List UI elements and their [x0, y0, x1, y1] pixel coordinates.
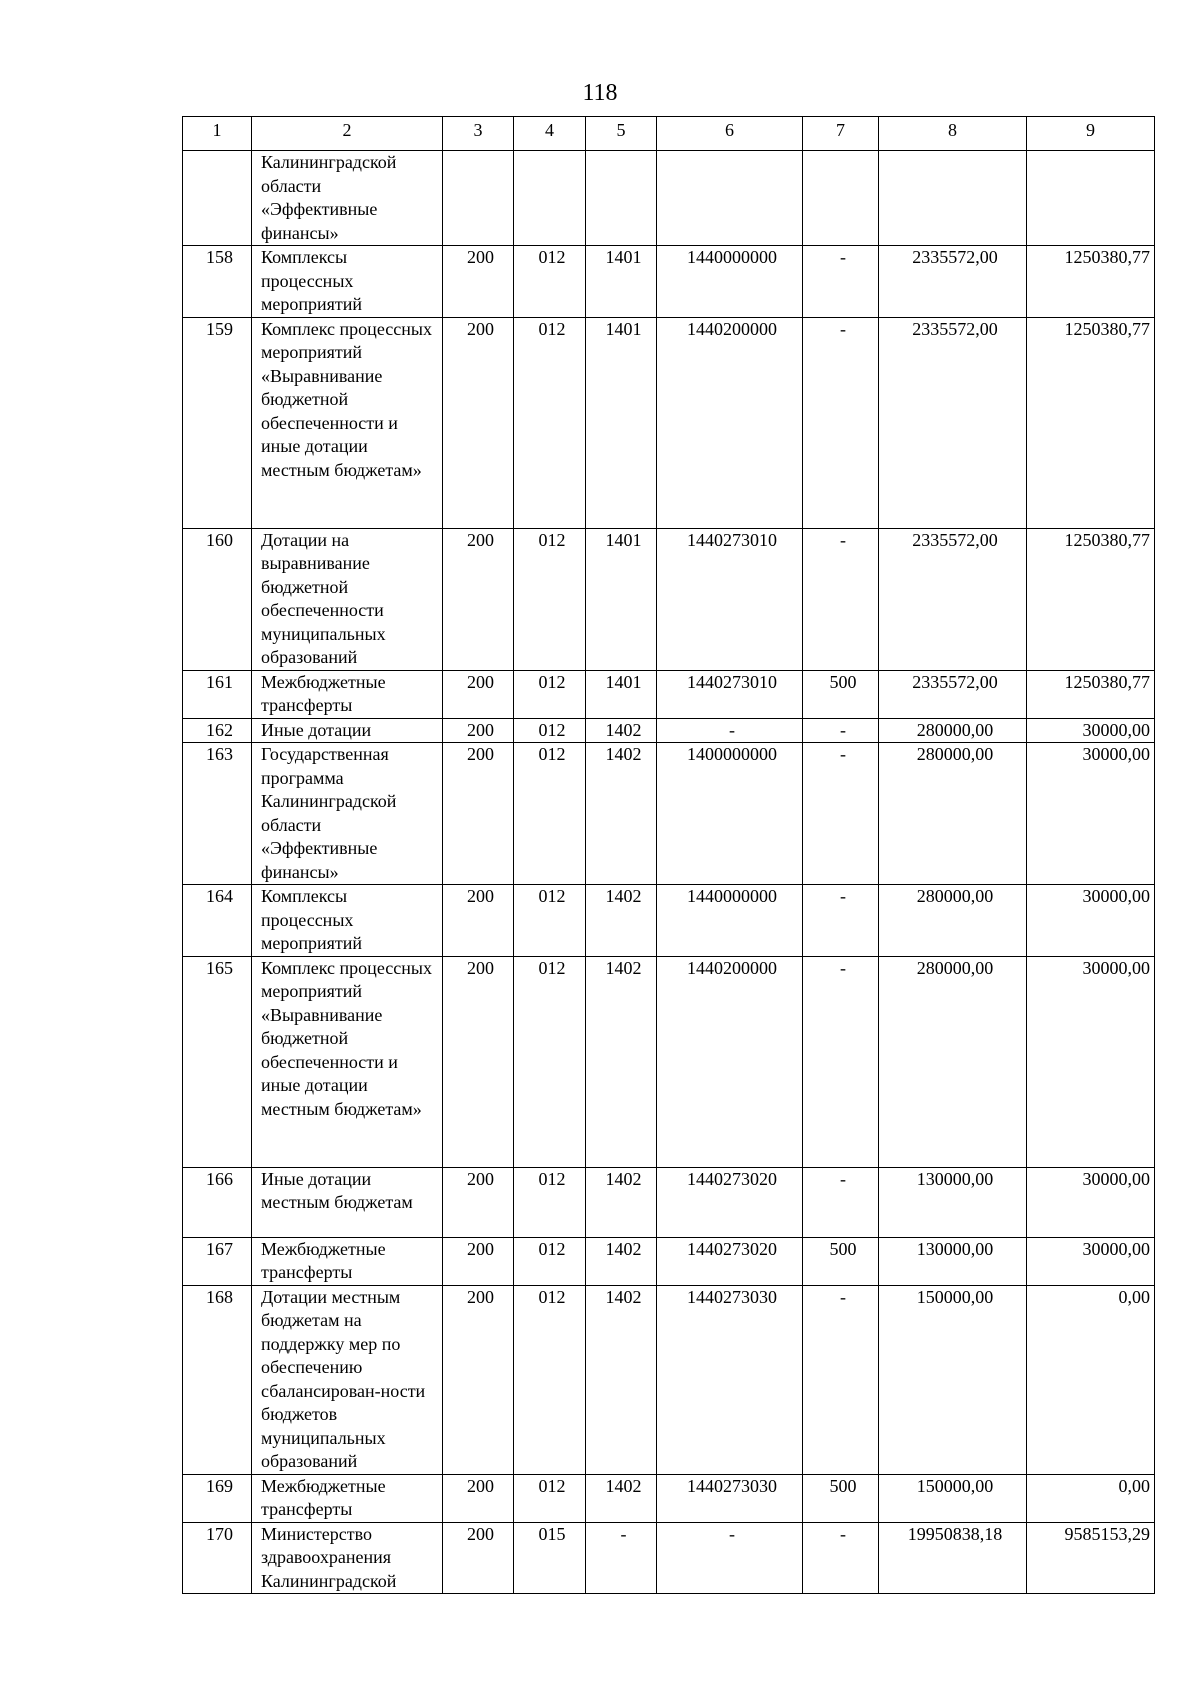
col-7-value — [803, 151, 879, 246]
col-8-amount: 150000,00 — [879, 1474, 1027, 1522]
column-header: 2 — [252, 117, 443, 151]
col-9-amount: 1250380,77 — [1027, 317, 1155, 528]
budget-table — [182, 116, 1155, 1594]
col-3-value: 200 — [443, 885, 514, 957]
col-6-value: 1440000000 — [657, 246, 803, 318]
col-7-value: 500 — [803, 1474, 879, 1522]
col-6-value: - — [657, 1522, 803, 1594]
col-7-value: - — [803, 528, 879, 670]
col-9-amount: 1250380,77 — [1027, 246, 1155, 318]
row-number: 162 — [183, 718, 252, 743]
col-5-value — [586, 151, 657, 246]
col-8-amount: 2335572,00 — [879, 246, 1027, 318]
column-header: 8 — [879, 117, 1027, 151]
col-7-value: - — [803, 246, 879, 318]
row-number: 165 — [183, 956, 252, 1167]
table-row — [183, 1522, 1155, 1594]
col-8-amount: 150000,00 — [879, 1285, 1027, 1474]
col-9-amount: 0,00 — [1027, 1474, 1155, 1522]
column-header: 5 — [586, 117, 657, 151]
column-header: 3 — [443, 117, 514, 151]
col-5-value: 1401 — [586, 317, 657, 528]
row-number: 164 — [183, 885, 252, 957]
col-9-amount: 30000,00 — [1027, 885, 1155, 957]
row-number — [183, 151, 252, 246]
col-9-amount: 30000,00 — [1027, 1167, 1155, 1237]
table-row — [183, 1237, 1155, 1285]
row-number: 163 — [183, 743, 252, 885]
col-5-value: 1401 — [586, 670, 657, 718]
item-name: Межбюджетные трансферты — [252, 670, 443, 718]
row-number: 160 — [183, 528, 252, 670]
table-row — [183, 956, 1155, 1167]
col-4-value: 012 — [514, 718, 586, 743]
col-9-amount: 30000,00 — [1027, 956, 1155, 1167]
col-3-value: 200 — [443, 317, 514, 528]
col-5-value: - — [586, 1522, 657, 1594]
col-8-amount — [879, 151, 1027, 246]
col-9-amount: 9585153,29 — [1027, 1522, 1155, 1594]
item-name: Дотации на выравнивание бюджетной обеспеченности муниципальных образований — [252, 528, 443, 670]
col-3-value: 200 — [443, 718, 514, 743]
col-4-value: 012 — [514, 743, 586, 885]
col-6-value: 1440200000 — [657, 956, 803, 1167]
col-6-value: - — [657, 718, 803, 743]
item-name: Межбюджетные трансферты — [252, 1474, 443, 1522]
table-row — [183, 151, 1155, 246]
item-name: Министерство здравоохранения Калининградской — [252, 1522, 443, 1594]
col-8-amount: 2335572,00 — [879, 317, 1027, 528]
col-4-value: 012 — [514, 1474, 586, 1522]
table-row — [183, 1167, 1155, 1237]
col-7-value: 500 — [803, 1237, 879, 1285]
item-name: Дотации местным бюджетам на поддержку мер по обеспечению сбалансирован-ности бюджетов муниципальных образований — [252, 1285, 443, 1474]
row-number: 159 — [183, 317, 252, 528]
col-7-value: - — [803, 718, 879, 743]
col-5-value: 1401 — [586, 528, 657, 670]
col-6-value: 1440273030 — [657, 1285, 803, 1474]
table-row — [183, 528, 1155, 670]
table-row — [183, 317, 1155, 528]
col-6-value: 1440273010 — [657, 670, 803, 718]
table-row — [183, 1285, 1155, 1474]
col-6-value — [657, 151, 803, 246]
col-7-value: 500 — [803, 670, 879, 718]
col-9-amount: 30000,00 — [1027, 718, 1155, 743]
col-4-value: 012 — [514, 528, 586, 670]
col-9-amount: 1250380,77 — [1027, 528, 1155, 670]
col-4-value: 015 — [514, 1522, 586, 1594]
col-6-value: 1440273020 — [657, 1237, 803, 1285]
column-header: 9 — [1027, 117, 1155, 151]
item-name: Иные дотации — [252, 718, 443, 743]
item-name: Калининградской области «Эффективные финансы» — [252, 151, 443, 246]
col-5-value: 1402 — [586, 1167, 657, 1237]
col-5-value: 1402 — [586, 743, 657, 885]
col-5-value: 1402 — [586, 885, 657, 957]
col-3-value: 200 — [443, 246, 514, 318]
header-row — [183, 117, 1155, 151]
col-3-value: 200 — [443, 670, 514, 718]
col-4-value: 012 — [514, 1167, 586, 1237]
item-name: Комплексы процессных мероприятий — [252, 246, 443, 318]
col-7-value: - — [803, 1167, 879, 1237]
col-4-value — [514, 151, 586, 246]
item-name: Межбюджетные трансферты — [252, 1237, 443, 1285]
col-8-amount: 19950838,18 — [879, 1522, 1027, 1594]
col-5-value: 1402 — [586, 1237, 657, 1285]
col-5-value: 1402 — [586, 1285, 657, 1474]
row-number: 168 — [183, 1285, 252, 1474]
col-5-value: 1401 — [586, 246, 657, 318]
col-3-value — [443, 151, 514, 246]
item-name: Комплекс процессных мероприятий «Выравнивание бюджетной обеспеченности и иные дотации местным бюджетам» — [252, 956, 443, 1167]
page-number: 118 — [582, 80, 618, 106]
table-row — [183, 1474, 1155, 1522]
col-8-amount: 280000,00 — [879, 718, 1027, 743]
col-4-value: 012 — [514, 885, 586, 957]
col-9-amount: 0,00 — [1027, 1285, 1155, 1474]
col-9-amount: 30000,00 — [1027, 743, 1155, 885]
item-name: Комплексы процессных мероприятий — [252, 885, 443, 957]
col-3-value: 200 — [443, 1474, 514, 1522]
table-row — [183, 246, 1155, 318]
col-4-value: 012 — [514, 956, 586, 1167]
col-8-amount: 130000,00 — [879, 1167, 1027, 1237]
col-7-value: - — [803, 1522, 879, 1594]
col-7-value: - — [803, 885, 879, 957]
column-header: 6 — [657, 117, 803, 151]
col-8-amount: 280000,00 — [879, 956, 1027, 1167]
col-5-value: 1402 — [586, 1474, 657, 1522]
col-8-amount: 280000,00 — [879, 885, 1027, 957]
column-header: 4 — [514, 117, 586, 151]
col-3-value: 200 — [443, 956, 514, 1167]
col-3-value: 200 — [443, 1285, 514, 1474]
col-3-value: 200 — [443, 1237, 514, 1285]
col-3-value: 200 — [443, 1522, 514, 1594]
col-7-value: - — [803, 1285, 879, 1474]
column-header: 7 — [803, 117, 879, 151]
col-4-value: 012 — [514, 317, 586, 528]
table-header — [183, 117, 1155, 151]
col-8-amount: 280000,00 — [879, 743, 1027, 885]
col-7-value: - — [803, 743, 879, 885]
row-number: 167 — [183, 1237, 252, 1285]
col-4-value: 012 — [514, 1285, 586, 1474]
col-7-value: - — [803, 317, 879, 528]
column-header: 1 — [183, 117, 252, 151]
col-3-value: 200 — [443, 528, 514, 670]
row-number: 161 — [183, 670, 252, 718]
col-4-value: 012 — [514, 1237, 586, 1285]
col-6-value: 1440273010 — [657, 528, 803, 670]
col-5-value: 1402 — [586, 718, 657, 743]
col-4-value: 012 — [514, 246, 586, 318]
table-row — [183, 670, 1155, 718]
col-8-amount: 2335572,00 — [879, 528, 1027, 670]
col-9-amount: 30000,00 — [1027, 1237, 1155, 1285]
row-number: 170 — [183, 1522, 252, 1594]
col-8-amount: 130000,00 — [879, 1237, 1027, 1285]
col-4-value: 012 — [514, 670, 586, 718]
table-row — [183, 718, 1155, 743]
col-9-amount: 1250380,77 — [1027, 670, 1155, 718]
col-5-value: 1402 — [586, 956, 657, 1167]
col-6-value: 1400000000 — [657, 743, 803, 885]
col-8-amount: 2335572,00 — [879, 670, 1027, 718]
col-7-value: - — [803, 956, 879, 1167]
item-name: Иные дотации местным бюджетам — [252, 1167, 443, 1237]
col-9-amount — [1027, 151, 1155, 246]
table-row — [183, 743, 1155, 885]
row-number: 166 — [183, 1167, 252, 1237]
col-3-value: 200 — [443, 1167, 514, 1237]
table-row — [183, 885, 1155, 957]
col-3-value: 200 — [443, 743, 514, 885]
row-number: 158 — [183, 246, 252, 318]
col-6-value: 1440273020 — [657, 1167, 803, 1237]
col-6-value: 1440000000 — [657, 885, 803, 957]
col-6-value: 1440200000 — [657, 317, 803, 528]
item-name: Государственная программа Калининградской области «Эффективные финансы» — [252, 743, 443, 885]
table-body — [183, 151, 1155, 1594]
row-number: 169 — [183, 1474, 252, 1522]
item-name: Комплекс процессных мероприятий «Выравнивание бюджетной обеспеченности и иные дотации местным бюджетам» — [252, 317, 443, 528]
col-6-value: 1440273030 — [657, 1474, 803, 1522]
